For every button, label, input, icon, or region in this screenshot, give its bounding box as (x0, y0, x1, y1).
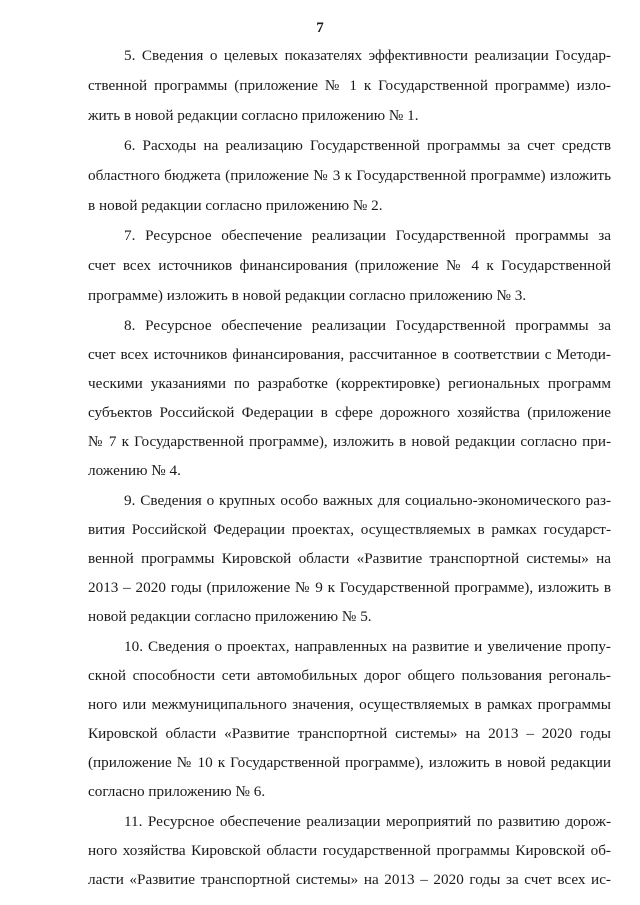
paragraph-line: жить в новой редакции согласно приложению № 1. (88, 107, 419, 124)
paragraph-line: 5. Сведения о целевых показателях эффективности реализации Государ- (124, 47, 611, 64)
paragraph-line: 7. Ресурсное обеспечение реализации Государственной программы за (124, 227, 611, 244)
paragraph-line: скной способности сети автомобильных дорог общего пользования регональ- (88, 667, 611, 684)
paragraph-line: областного бюджета (приложение № 3 к Государственной программе) изложить (88, 167, 611, 184)
paragraph-line: венной программы Кировской области «Развитие транспортной системы» на (88, 550, 611, 567)
paragraph-line: в новой редакции согласно приложению № 2. (88, 197, 383, 214)
page-number: 7 (316, 20, 324, 36)
paragraph-line: ственной программы (приложение № 1 к Государственной программе) изло- (88, 77, 611, 94)
paragraph-line: ложению № 4. (88, 462, 181, 479)
paragraph-line: ного хозяйства Кировской области государственной программы Кировской об- (88, 842, 611, 859)
paragraph-line: согласно приложению № 6. (88, 783, 266, 800)
paragraph-line: ласти «Развитие транспортной системы» на 2013 – 2020 годы за счет всех ис- (88, 871, 611, 888)
paragraph-line: 10. Сведения о проектах, направленных на развитие и увеличение пропу- (124, 638, 611, 655)
paragraph-line: счет всех источников финансирования (приложение № 4 к Государственной (88, 257, 611, 274)
paragraph-line: субъектов Российской Федерации в сфере дорожного хозяйства (приложение (88, 404, 611, 421)
paragraph-line: 6. Расходы на реализацию Государственной программы за счет средств (124, 137, 611, 154)
paragraph-line: Кировской области «Развитие транспортной системы» на 2013 – 2020 годы (88, 725, 611, 742)
paragraph-line: счет всех источников финансирования, рассчитанное в соответствии с Методи- (88, 346, 611, 363)
paragraph-line: (приложение № 10 к Государственной программе), изложить в новой редакции (88, 754, 611, 771)
paragraph-line: ческими указаниями по разработке (корректировке) региональных программ (88, 375, 611, 392)
paragraph-line: 11. Ресурсное обеспечение реализации мероприятий по развитию дорож- (124, 813, 611, 830)
paragraph-line: 8. Ресурсное обеспечение реализации Государственной программы за (124, 317, 611, 334)
paragraph-line: вития Российской Федерации проектах, осуществляемых в рамках государст- (88, 521, 611, 538)
paragraph-line: новой редакции согласно приложению № 5. (88, 608, 372, 625)
paragraph-line: программе) изложить в новой редакции согласно приложению № 3. (88, 287, 527, 304)
paragraph-line: 2013 – 2020 годы (приложение № 9 к Государственной программе), изложить в (88, 579, 611, 596)
paragraph-line: 9. Сведения о крупных особо важных для социально-экономического раз- (124, 492, 611, 509)
paragraph-line: ного или межмуниципального значения, осуществляемых в рамках программы (88, 696, 611, 713)
paragraph-line: № 7 к Государственной программе), изложить в новой редакции согласно при- (88, 433, 611, 450)
